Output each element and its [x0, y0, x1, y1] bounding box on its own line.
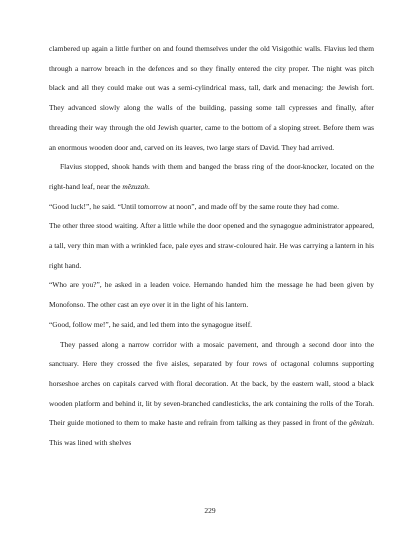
- paragraph-text: The other three stood waiting. After a little while the door opened and the synagogue administrator appeared, a tall, very thin man with a wrinkled face, pale eyes and straw-coloured hair. He was carrying a lantern in his right hand.: [49, 221, 374, 270]
- paragraph-text: Flavius stopped, shook hands with them and banged the brass ring of the door-knocker, located on the right-hand leaf, near the: [49, 162, 374, 191]
- paragraph: [49, 315, 374, 335]
- paragraph-text: “Who are you?”, he asked in a leaden voice. Hernando handed him the message he had been given by Monofonso. The other cast an eye over it in the light of his lantern.: [49, 280, 374, 310]
- paragraph: [49, 275, 374, 314]
- paragraph-text: “Good luck!”, he said. “Until tomorrow at noon”, and made off by the same route they had come.: [49, 201, 340, 211]
- paragraph: [49, 157, 374, 196]
- body-text: [49, 39, 374, 453]
- paragraph-text: They passed along a narrow corridor with a mosaic pavement, and through a second door into the sanctuary. Here they crossed the five aisles, separated by four rows of octagonal columns supporting horseshoe arches on capitals carved with floral decoration. At the back, by the eastern wall, stood a black wooden platform and behind it, lit by seven-branched candlesticks, the ark containing the rolls of the Torah. Their guide motioned to them to make haste and refrain from talking as they passed in front of the: [49, 339, 374, 428]
- italic-term: gĕnizah: [349, 418, 373, 428]
- paragraph: [49, 216, 374, 275]
- paragraph: [49, 335, 374, 453]
- paragraph: [49, 39, 374, 157]
- paragraph-text: .: [147, 181, 150, 191]
- paragraph-text: . This was lined with shelves: [49, 418, 374, 448]
- paragraph-text: clambered up again a little further on and found themselves under the old Visigothic walls. Flavius led them through a narrow breach in the defences and so they finally entered the city proper. The night was pitch black and all they could make out was a semi-cylindrical mass, tall, dark and menacing: the Jewish fort. They advanced slowly along the walls of the building, passing some tall cypresses and finally, after threading their way through the old Jewish quarter, came to the bottom of a sloping street. Before them was an enormous wooden door and, carved on its leaves, two large stars of David. They had arrived.: [49, 44, 374, 152]
- page-number: 229: [204, 506, 216, 515]
- italic-term: mĕzuzah: [122, 181, 148, 191]
- paragraph-text: “Good, follow me!”, he said, and led them into the synagogue itself.: [49, 319, 253, 329]
- paragraph: [49, 197, 374, 217]
